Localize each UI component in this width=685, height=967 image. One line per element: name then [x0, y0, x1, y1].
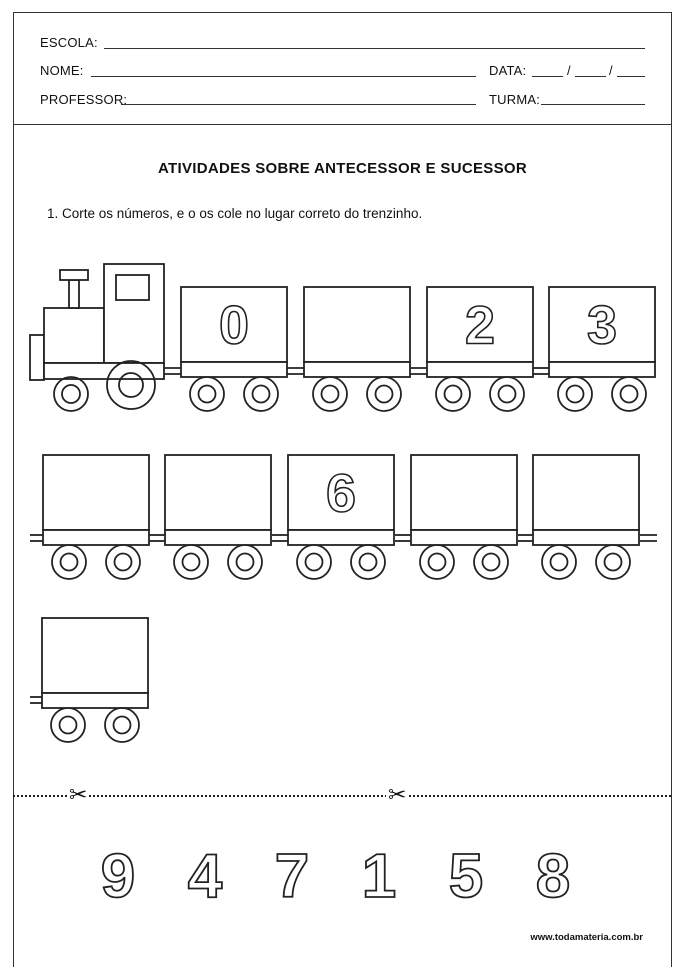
- escola-label: ESCOLA:: [40, 35, 98, 50]
- cutout-number[interactable]: 5: [448, 842, 484, 911]
- wagon: [165, 455, 271, 579]
- cutout-number[interactable]: 7: [274, 842, 310, 911]
- scissors-icon: ✂: [69, 782, 88, 807]
- data-separator: /: [567, 63, 571, 78]
- locomotive: [30, 264, 164, 411]
- wagon: [181, 287, 287, 411]
- page-title: ATIVIDADES SOBRE ANTECESSOR E SUCESSOR: [158, 160, 527, 177]
- cutout-number[interactable]: 8: [535, 842, 571, 911]
- wagon: [288, 455, 394, 579]
- wagon: [427, 287, 533, 411]
- cutout-number[interactable]: 9: [100, 842, 136, 911]
- nome-label: NOME:: [40, 63, 84, 78]
- wagon: [549, 287, 655, 411]
- cutout-number[interactable]: 1: [361, 842, 397, 911]
- data-label: DATA:: [489, 63, 527, 78]
- wagon-number: 3: [586, 295, 618, 356]
- professor-label: PROFESSOR:: [40, 92, 128, 107]
- footer-url: www.todamateria.com.br: [530, 932, 643, 943]
- wagon: [43, 455, 149, 579]
- wagon: [42, 618, 148, 742]
- wagon: [304, 287, 410, 411]
- wagon-number: 0: [218, 295, 250, 356]
- cutout-number[interactable]: 4: [187, 842, 223, 911]
- wagon: [411, 455, 517, 579]
- scissors-icon: ✂: [388, 782, 407, 807]
- wagon-number: 2: [464, 295, 496, 356]
- turma-label: TURMA:: [489, 92, 541, 107]
- instruction-text: 1. Corte os números, e o os cole no lugar correto do trenzinho.: [47, 206, 423, 221]
- cut-line: [13, 795, 671, 797]
- data-separator: /: [609, 63, 613, 78]
- wagon: [533, 455, 639, 579]
- wagon-number: 6: [325, 463, 357, 524]
